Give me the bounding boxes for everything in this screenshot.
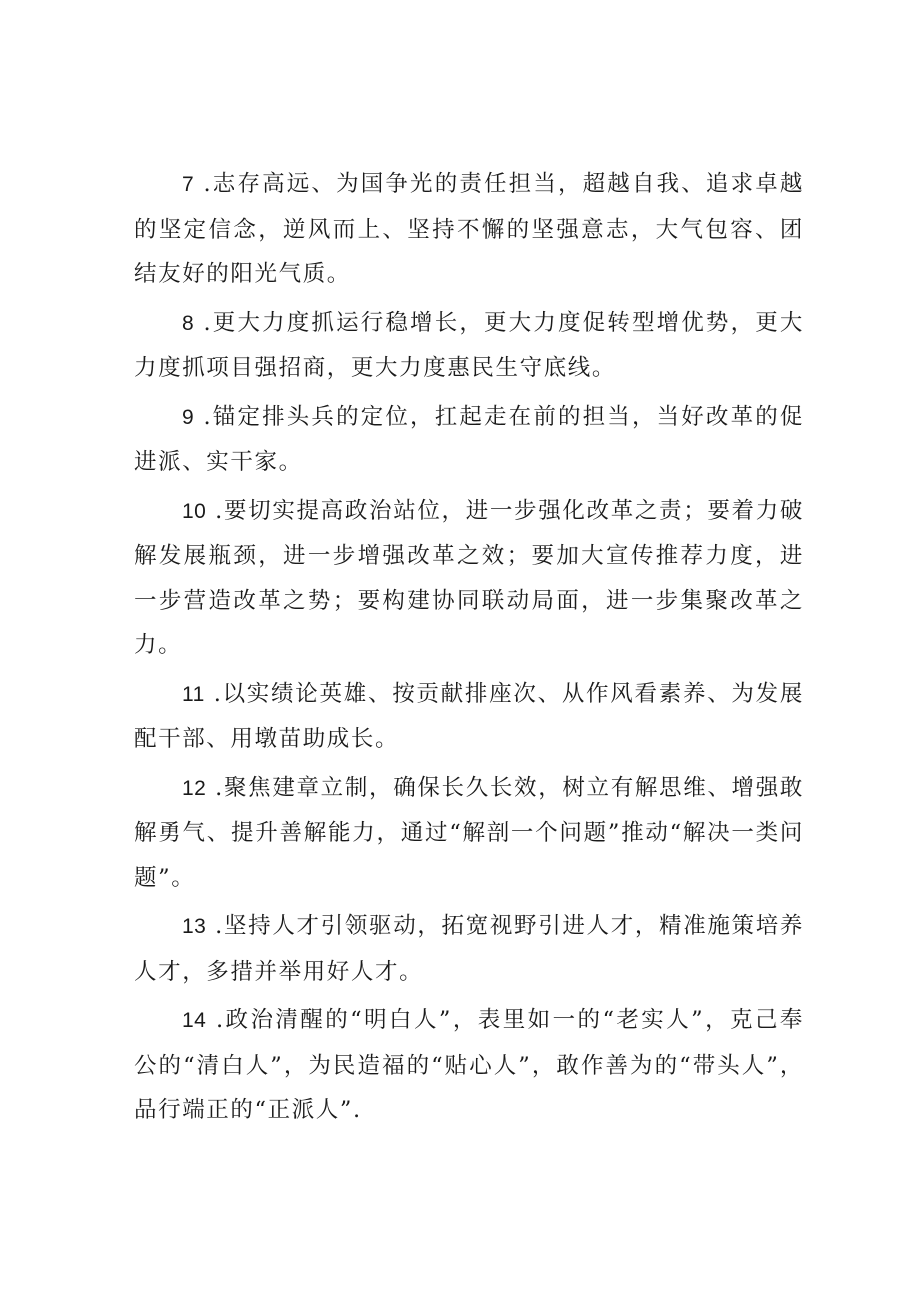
item-number: 8: [182, 311, 195, 335]
item-number: 14: [182, 1009, 207, 1032]
item-number: 7: [182, 173, 195, 196]
item-number: 10: [182, 499, 207, 523]
list-item: [134, 162, 804, 297]
item-text: .以实绩论英雄、按贡献排座次、从作风看素养、为发展配干部、用墩苗助成长。: [134, 680, 804, 752]
item-text: .政治清醒的“明白人”，表里如一的“老实人”，克己奉公的“清白人”，为民造福的“贴心人”，敢作善为的“带头人”，品行端正的“正派人”.: [134, 1007, 804, 1123]
list-item: [134, 672, 804, 762]
item-number: 12: [182, 776, 207, 800]
item-text: .更大力度抓运行稳增长，更大力度促转型增优势，更大力度抓项目强招商，更大力度惠民生守底线。: [134, 309, 804, 381]
item-text: .坚持人才引领驱动，拓宽视野引进人才，精准施策培养人才，多措并举用好人才。: [134, 913, 804, 985]
item-text: .聚焦建章立制，确保长久长效，树立有解思维、增强敢解勇气、提升善解能力，通过“解剖一个问题”推动“解决一类问题”。: [134, 774, 804, 891]
list-item: [134, 766, 804, 901]
item-text: .要切实提高政治站位，进一步强化改革之责；要着力破解发展瓶颈，进一步增强改革之效；要加大宣传推荐力度，进一步营造改革之势；要构建协同联动局面，进一步集聚改革之力。: [134, 497, 804, 658]
item-text: .锚定排头兵的定位，扛起走在前的担当，当好改革的促进派、实干家。: [134, 403, 804, 475]
document-body: [134, 162, 804, 1137]
list-item: [134, 998, 804, 1133]
list-item: [134, 904, 804, 994]
item-text: .志存高远、为国争光的责任担当，超越自我、追求卓越的坚定信念，逆风而上、坚持不懈的坚强意志，大气包容、团结友好的阳光气质。: [134, 171, 804, 287]
list-item: [134, 301, 804, 391]
item-number: 13: [182, 915, 207, 938]
list-item: [134, 395, 804, 485]
item-number: 9: [182, 405, 195, 429]
item-number: 11: [182, 682, 205, 706]
list-item: [134, 489, 804, 668]
